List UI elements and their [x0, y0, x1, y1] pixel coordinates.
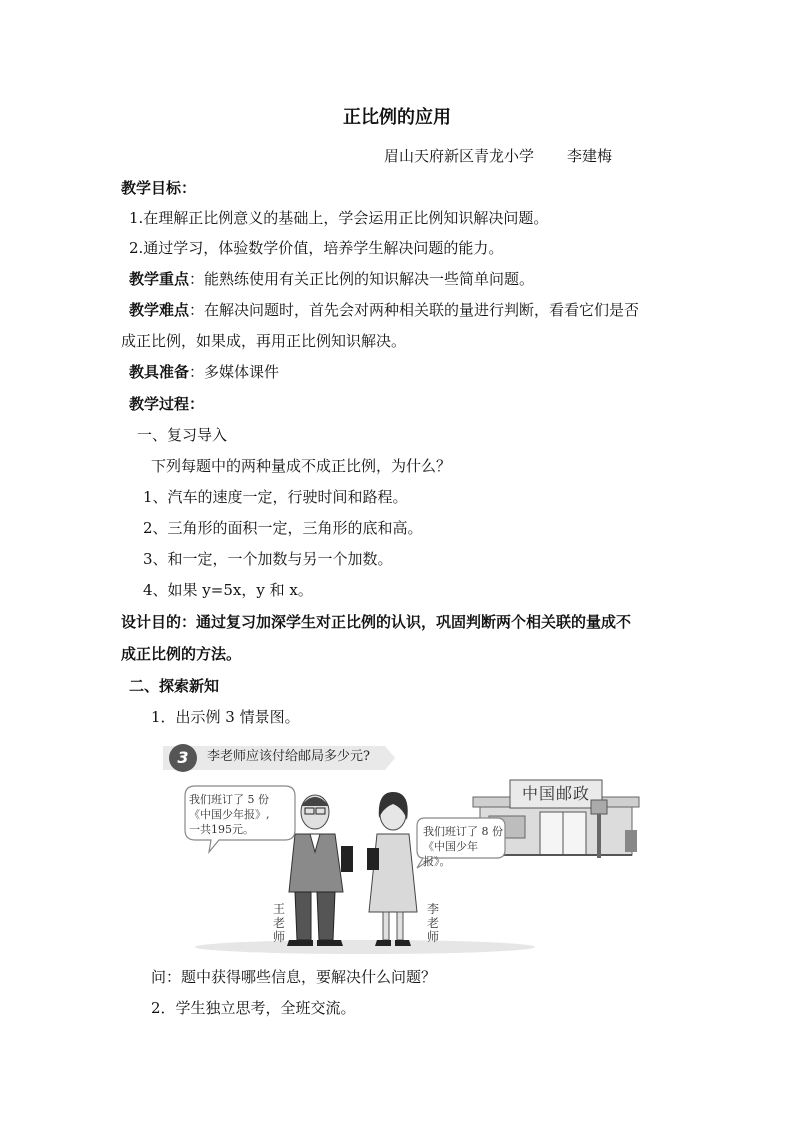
bubble-right-line-2: 《中国少年报》。: [423, 840, 478, 868]
author-school: 眉山天府新区青龙小学: [384, 147, 535, 165]
key-point-text: ：能熟练使用有关正比例的知识解决一些简单问题。: [189, 270, 535, 288]
bubble-left-text: [189, 792, 293, 837]
review-item-2: 2、三角形的面积一定，三角形的底和高。: [143, 519, 423, 537]
label-li: [427, 902, 439, 944]
bubble-left-line-1: 我们班订了 5 份: [189, 793, 269, 806]
goal-1: 1.在理解正比例意义的基础上，学会运用正比例知识解决问题。: [129, 209, 549, 227]
section-1-question: 下列每题中的两种量成不成正比例，为什么？: [151, 457, 452, 475]
review-item-4: 4、如果 y=5x，y 和 x。: [143, 581, 313, 599]
bubble-left-line-2: 《中国少年报》,: [189, 808, 270, 821]
page-title: 正比例的应用: [343, 107, 451, 128]
label-li-char-1: 李: [427, 902, 440, 916]
review-item-1: 1、汽车的速度一定，行驶时间和路程。: [143, 488, 408, 506]
label-wang-char-1: 王: [273, 902, 286, 916]
section-2-title: 二、探索新知: [129, 677, 220, 695]
design-purpose-line-1: 设计目的：通过复习加深学生对正比例的认识，巩固判断两个相关联的量成不: [121, 613, 632, 631]
tools-text: ：多媒体课件: [189, 363, 280, 381]
post-office-sign: 中国邮政: [521, 784, 590, 803]
teacher-wang-figure: [287, 795, 353, 946]
key-point-line: [129, 269, 534, 289]
section-1-title: 一、复习导入: [137, 426, 228, 444]
scene-question: 李老师应该付给邮局多少元?: [207, 749, 370, 764]
tools-label: 教具准备: [129, 363, 190, 381]
step-1: 1．出示例 3 情景图。: [151, 708, 300, 726]
key-point-label: 教学重点: [129, 270, 190, 288]
bubble-right-line-1: 我们班订了 8 份: [423, 825, 503, 838]
difficulty-line-2: 成正比例，如果成，再用正比例知识解决。: [121, 332, 407, 350]
scene-illustration: [155, 742, 645, 954]
author-name: 李建梅: [567, 147, 613, 165]
review-item-3: 3、和一定，一个加数与另一个加数。: [143, 550, 393, 568]
difficulty-line-1: [129, 300, 639, 320]
question-line: 问：题中获得哪些信息，要解决什么问题？: [151, 968, 437, 986]
tools-line: [129, 362, 279, 382]
difficulty-label: 教学难点: [129, 301, 190, 319]
label-li-char-2: 老: [427, 916, 440, 930]
goal-2: 2.通过学习，体验数学价值，培养学生解决问题的能力。: [129, 239, 504, 257]
label-wang: [273, 902, 285, 944]
example-badge: 3: [177, 748, 189, 767]
goals-heading: 教学目标：: [121, 179, 197, 197]
difficulty-text-1: ：在解决问题时，首先会对两种相关联的量进行判断，看看它们是否: [189, 301, 640, 319]
bubble-right-text: [423, 824, 505, 869]
step-2: 2．学生独立思考，全班交流。: [151, 999, 356, 1017]
process-heading: 教学过程：: [129, 395, 205, 413]
teacher-li-figure: [367, 792, 417, 946]
label-li-char-3: 师: [427, 930, 440, 944]
label-wang-char-2: 老: [273, 916, 286, 930]
label-wang-char-3: 师: [273, 930, 286, 944]
bubble-left-line-3: 一共195元。: [189, 823, 254, 836]
design-purpose-line-2: 成正比例的方法。: [121, 645, 242, 663]
